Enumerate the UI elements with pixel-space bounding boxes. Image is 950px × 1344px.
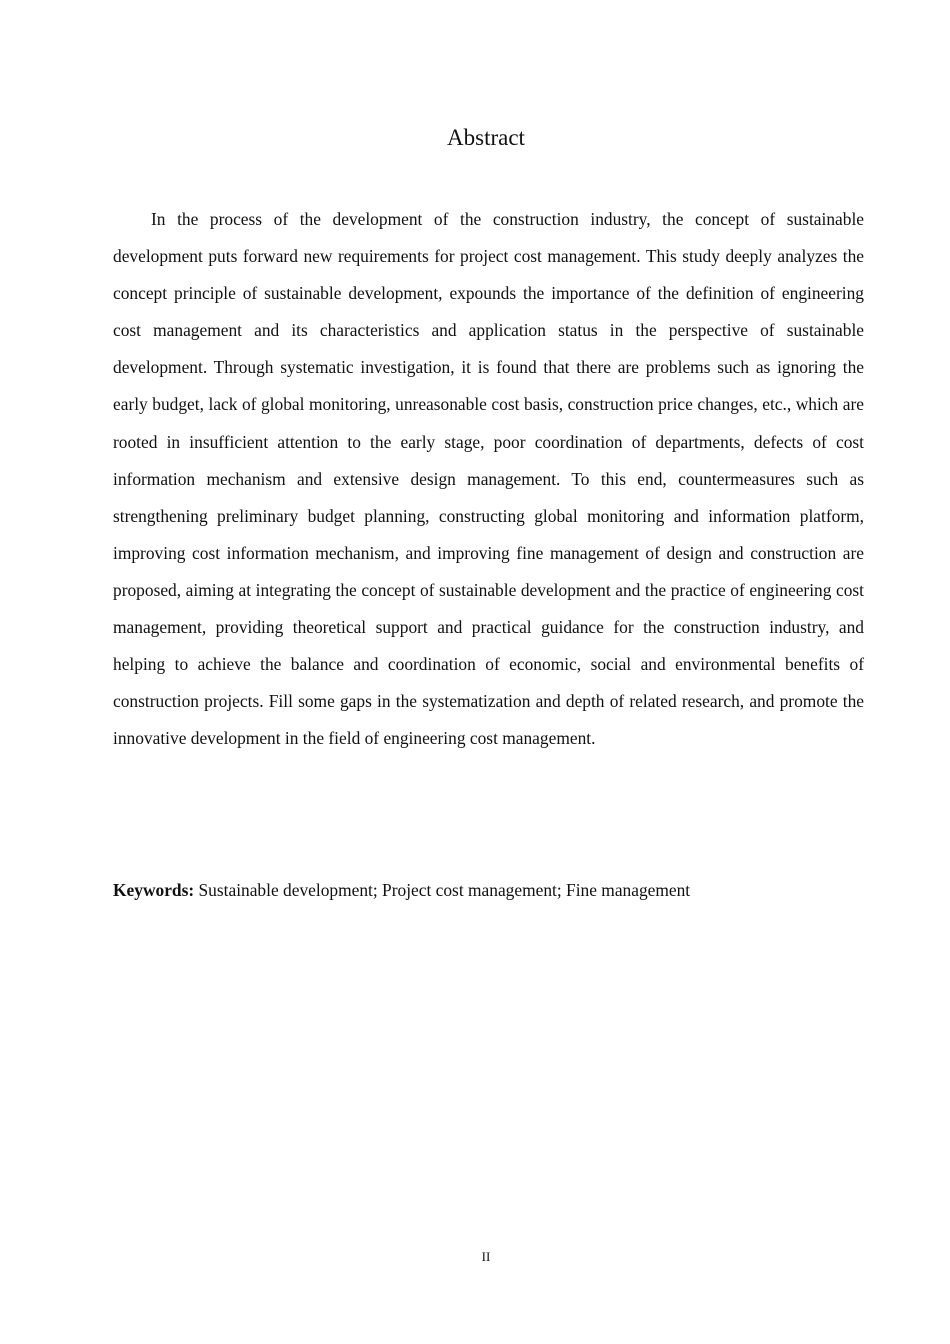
page-number: II (481, 1249, 491, 1264)
abstract-paragraph: In the process of the development of the construction industry, the concept of sustainable development puts forward new requirements for project cost management. This study deeply analyzes the concept principle of sustainable development, expounds the importance of the definition of engineering cost management and its characteristics and application status in the perspective of sustainable development. Through systematic investigation, it is found that there are problems such as ignoring the early budget, lack of global monitoring, unreasonable cost basis, construction price changes, etc., which are rooted in insufficient attention to the early stage, poor coordination of departments, defects of cost information mechanism and extensive design management. To this end, countermeasures such as strengthening preliminary budget planning, constructing global monitoring and information platform, improving cost information mechanism, and improving fine management of design and construction are proposed, aiming at integrating the concept of sustainable development and the practice of engineering cost management, providing theoretical support and practical guidance for the construction industry, and helping to achieve the balance and coordination of economic, social and environmental benefits of construction projects. Fill some gaps in the systematization and depth of related research, and promote the innovative development in the field of engineering cost management. (113, 209, 864, 749)
abstract-title: Abstract (447, 125, 525, 150)
keywords-line (113, 875, 864, 905)
keywords-value: Sustainable development; Project cost management; Fine management (194, 880, 691, 900)
keywords-label: Keywords: (113, 880, 195, 900)
